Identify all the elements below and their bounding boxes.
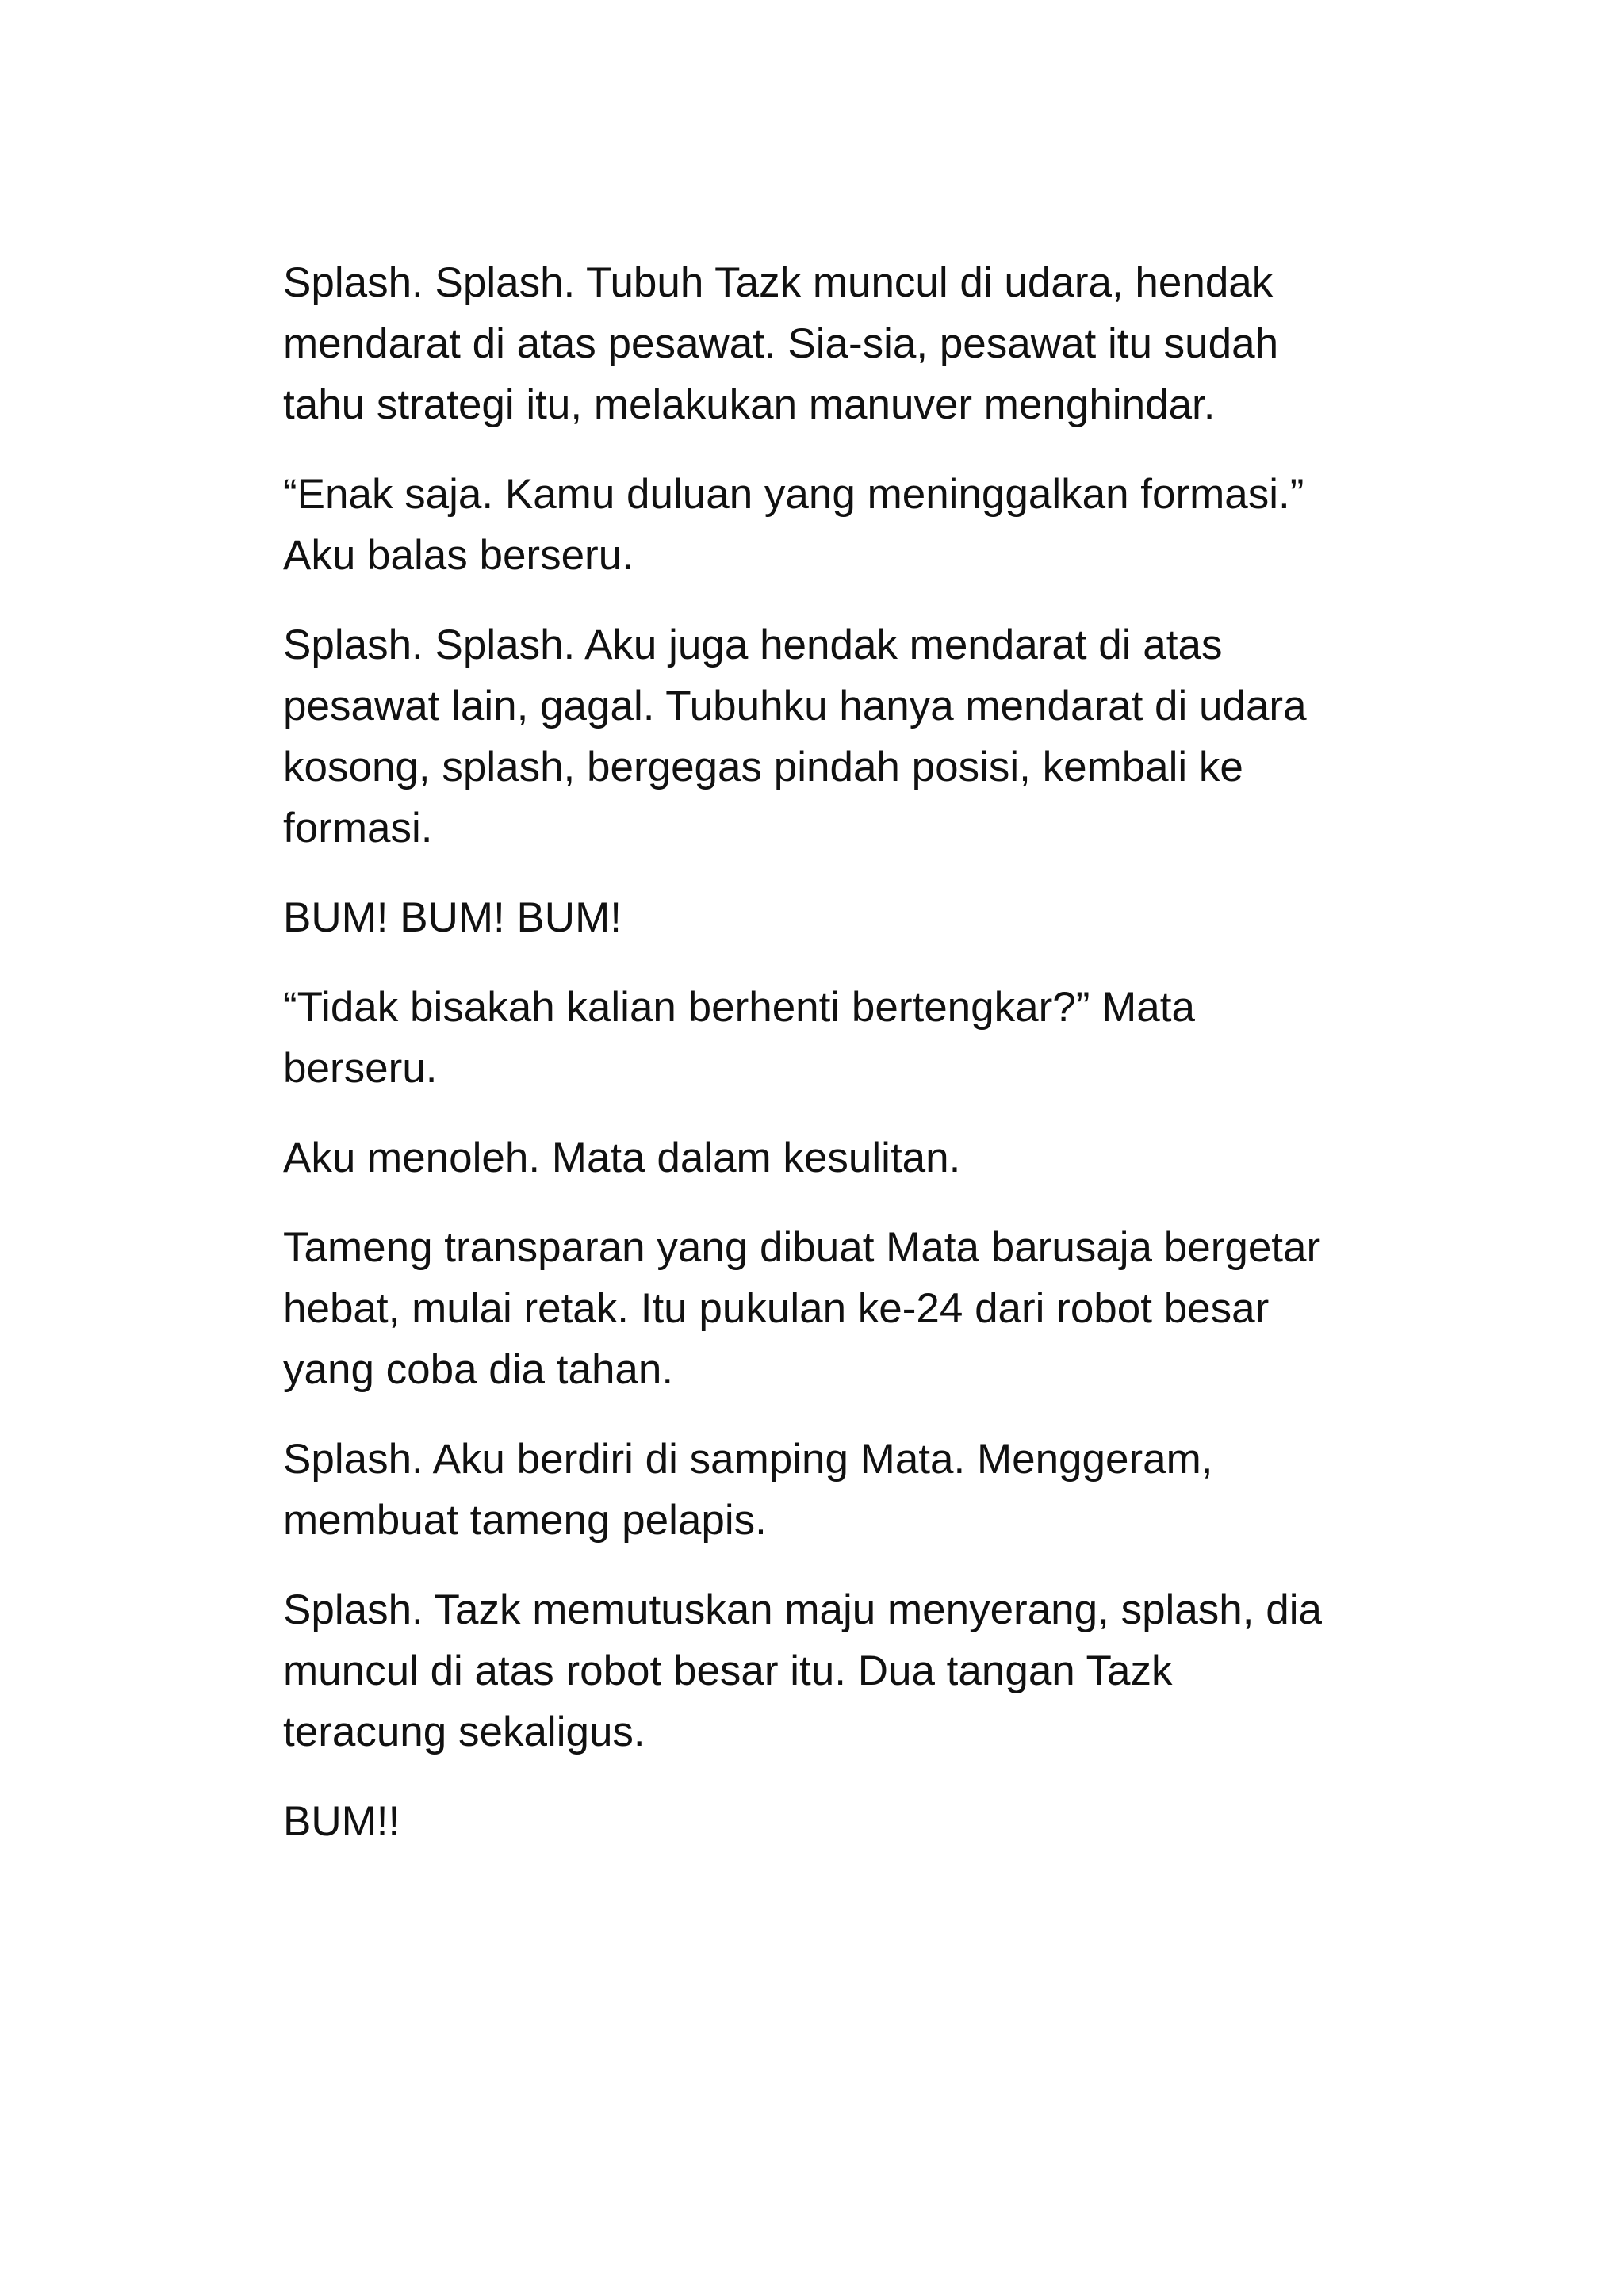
text-line: Splash. Aku berdiri di samping Mata. Menggeram, — [283, 1436, 1213, 1483]
text-line: “Tidak bisakah kalian berhenti bertengkar?” Mata — [283, 984, 1195, 1031]
paragraph — [283, 1579, 1393, 1762]
paragraph — [283, 614, 1393, 859]
text-line: Splash. Splash. Aku juga hendak mendarat di atas — [283, 622, 1223, 668]
text-line: tahu strategi itu, melakukan manuver menghindar. — [283, 381, 1216, 428]
text-line: Splash. Tazk memutuskan maju menyerang, splash, dia — [283, 1586, 1322, 1633]
story-text — [283, 252, 1393, 1881]
text-line: pesawat lain, gagal. Tubuhku hanya mendarat di udara — [283, 683, 1307, 729]
paragraph — [283, 1217, 1393, 1400]
paragraph — [283, 464, 1393, 586]
paragraph — [283, 1429, 1393, 1551]
text-line: BUM! BUM! BUM! — [283, 894, 622, 941]
text-line: mendarat di atas pesawat. Sia-sia, pesawat itu sudah — [283, 320, 1279, 367]
text-line: yang coba dia tahan. — [283, 1346, 674, 1393]
text-line: Aku balas berseru. — [283, 532, 634, 579]
paragraph — [283, 977, 1393, 1099]
text-line: teracung sekaligus. — [283, 1709, 645, 1755]
text-line: hebat, mulai retak. Itu pukulan ke-24 dari robot besar — [283, 1285, 1270, 1332]
paragraph — [283, 1791, 1393, 1852]
text-line: formasi. — [283, 805, 433, 851]
text-line: membuat tameng pelapis. — [283, 1497, 767, 1544]
text-line: berseru. — [283, 1045, 438, 1092]
paragraph — [283, 887, 1393, 948]
text-line: Aku menoleh. Mata dalam kesulitan. — [283, 1135, 961, 1181]
text-line: muncul di atas robot besar itu. Dua tangan Tazk — [283, 1647, 1173, 1694]
text-line: Tameng transparan yang dibuat Mata barusaja bergetar — [283, 1224, 1321, 1271]
text-line: Splash. Splash. Tubuh Tazk muncul di udara, hendak — [283, 259, 1274, 306]
text-line: “Enak saja. Kamu duluan yang meninggalkan formasi.” — [283, 471, 1304, 518]
text-line: BUM!! — [283, 1798, 400, 1845]
paragraph — [283, 1127, 1393, 1188]
text-line: kosong, splash, bergegas pindah posisi, kembali ke — [283, 744, 1243, 790]
paragraph — [283, 252, 1393, 435]
